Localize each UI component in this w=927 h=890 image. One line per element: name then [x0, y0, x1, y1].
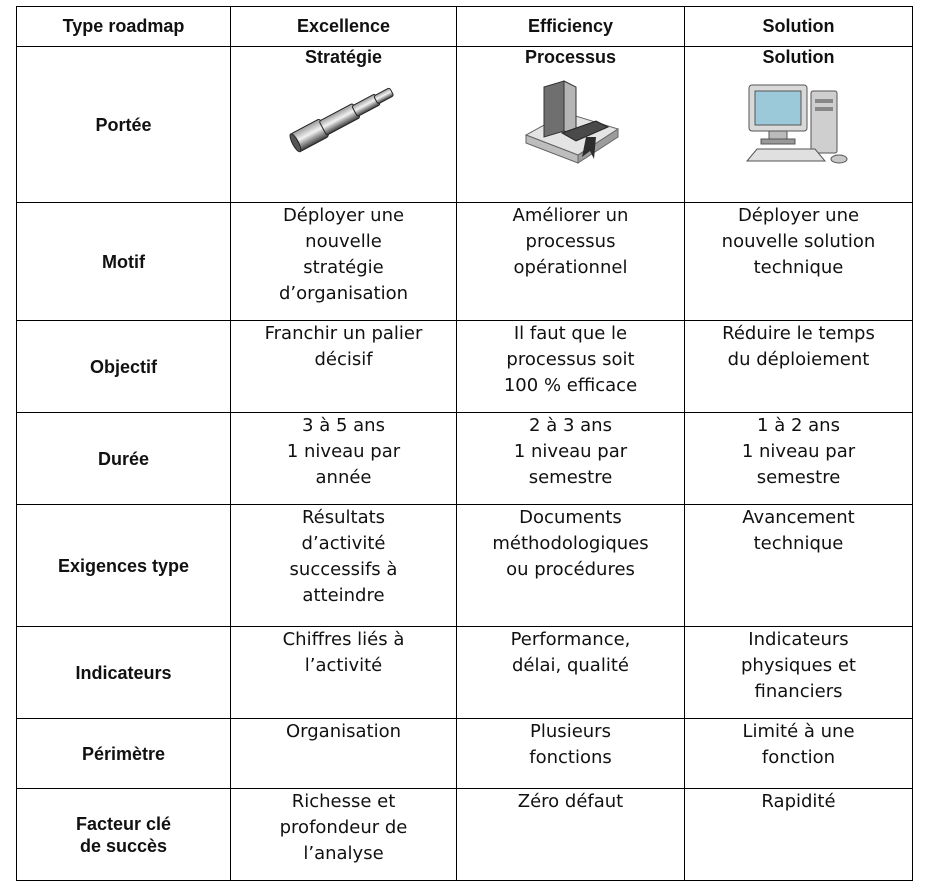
cell-text-line: délai, qualité — [512, 655, 629, 676]
cell-excellence — [231, 203, 457, 321]
portee-solution-title: Solution — [762, 47, 835, 67]
table-row — [17, 413, 913, 505]
row-label — [17, 505, 231, 627]
row-label-line: Exigences type — [57, 555, 190, 576]
portee-processus-title: Processus — [524, 47, 617, 67]
cell-solution — [685, 413, 913, 505]
cell-text-line: décisif — [314, 349, 373, 370]
portee-strategie-cell — [231, 47, 457, 203]
cell-efficiency — [457, 627, 685, 719]
telescope-icon — [284, 77, 404, 157]
cell-text-line: Résultats — [301, 507, 386, 528]
table-row — [17, 505, 913, 627]
table-row — [17, 719, 913, 789]
row-label-portee: Portée — [17, 47, 231, 203]
cell-text-line: Avancement — [742, 507, 855, 528]
row-label — [17, 321, 231, 413]
cell-text-line: processus — [525, 231, 616, 252]
table-row — [17, 321, 913, 413]
cell-text-line: nouvelle — [305, 231, 382, 252]
cell-text-line: du déploiement — [727, 349, 870, 370]
cell-text-line: opérationnel — [513, 257, 628, 278]
cell-text-line: l’analyse — [303, 843, 384, 864]
cell-text-line: technique — [753, 533, 844, 554]
row-label — [17, 627, 231, 719]
cell-text-line: Limité à une — [742, 721, 855, 742]
cell-text-line: Déployer une — [282, 205, 405, 226]
cell-text-line: 100 % efficace — [503, 375, 638, 396]
row-label — [17, 413, 231, 505]
cell-text-line: fonction — [761, 747, 836, 768]
cell-text-line: Zéro défaut — [517, 791, 624, 812]
header-row — [17, 7, 913, 47]
cell-efficiency — [457, 719, 685, 789]
cell-solution — [685, 627, 913, 719]
cell-text-line: Réduire le temps — [722, 323, 875, 344]
cell-solution — [685, 505, 913, 627]
cell-text-line: successifs à — [289, 559, 398, 580]
cell-text-line: 2 à 3 ans — [529, 415, 612, 436]
table-row — [17, 789, 913, 881]
row-label-line: de succès — [79, 835, 168, 856]
cell-text-line: Plusieurs — [530, 721, 611, 742]
table-row — [17, 627, 913, 719]
cell-text-line: 1 niveau par — [513, 441, 628, 462]
cell-text-line: année — [315, 467, 372, 488]
cell-solution — [685, 719, 913, 789]
row-label-line: Objectif — [89, 356, 157, 377]
cell-solution — [685, 789, 913, 881]
cell-excellence — [231, 413, 457, 505]
cell-text-line: nouvelle solution — [721, 231, 876, 252]
cell-excellence — [231, 789, 457, 881]
cell-text-line: processus soit — [506, 349, 635, 370]
cell-text-line: Déployer une — [737, 205, 860, 226]
cell-efficiency — [457, 321, 685, 413]
portee-row — [17, 47, 913, 203]
row-label — [17, 203, 231, 321]
portee-solution-cell — [685, 47, 913, 203]
cell-text-line: profondeur de — [279, 817, 408, 838]
cell-text-line: technique — [753, 257, 844, 278]
header-efficiency: Efficiency — [457, 7, 685, 47]
cell-excellence — [231, 321, 457, 413]
cell-text-line: 1 niveau par — [286, 441, 401, 462]
cell-text-line: fonctions — [529, 747, 612, 768]
cell-text-line: d’organisation — [279, 283, 408, 304]
cell-solution — [685, 321, 913, 413]
cell-text-line: 1 à 2 ans — [757, 415, 840, 436]
cell-text-line: d’activité — [301, 533, 386, 554]
cell-text-line: 1 niveau par — [741, 441, 856, 462]
cell-text-line: Richesse et — [291, 791, 396, 812]
row-label-line: Indicateurs — [75, 662, 172, 683]
cell-text-line: méthodologiques — [492, 533, 649, 554]
cell-solution — [685, 203, 913, 321]
cell-efficiency — [457, 413, 685, 505]
cell-text-line: atteindre — [302, 585, 385, 606]
cell-efficiency — [457, 505, 685, 627]
cell-text-line: Franchir un palier — [264, 323, 423, 344]
table-row — [17, 203, 913, 321]
cell-text-line: Indicateurs — [748, 629, 849, 650]
row-label-line: Durée — [97, 448, 150, 469]
cell-text-line: Améliorer un — [512, 205, 629, 226]
cell-excellence — [231, 505, 457, 627]
cell-text-line: Organisation — [285, 721, 401, 742]
cell-text-line: semestre — [756, 467, 841, 488]
cell-text-line: 3 à 5 ans — [302, 415, 385, 436]
computer-icon — [739, 77, 859, 167]
cell-text-line: financiers — [754, 681, 843, 702]
cell-text-line: Il faut que le — [513, 323, 628, 344]
header-excellence: Excellence — [231, 7, 457, 47]
cell-excellence — [231, 719, 457, 789]
cell-text-line: Performance, — [510, 629, 631, 650]
row-label — [17, 789, 231, 881]
cell-text-line: Rapidité — [761, 791, 836, 812]
roadmap-table — [16, 6, 913, 881]
book-icon — [516, 77, 626, 167]
row-label-line: Facteur clé — [75, 813, 172, 834]
portee-processus-cell — [457, 47, 685, 203]
cell-text-line: Documents — [519, 507, 622, 528]
cell-excellence — [231, 627, 457, 719]
header-solution: Solution — [685, 7, 913, 47]
cell-efficiency — [457, 203, 685, 321]
cell-efficiency — [457, 789, 685, 881]
header-type-roadmap: Type roadmap — [17, 7, 231, 47]
cell-text-line: l’activité — [304, 655, 383, 676]
portee-strategie-title: Stratégie — [304, 47, 383, 67]
cell-text-line: ou procédures — [506, 559, 635, 580]
cell-text-line: stratégie — [303, 257, 384, 278]
row-label — [17, 719, 231, 789]
cell-text-line: semestre — [528, 467, 613, 488]
cell-text-line: physiques et — [740, 655, 856, 676]
cell-text-line: Chiffres liés à — [282, 629, 405, 650]
row-label-line: Motif — [102, 251, 145, 272]
row-label-line: Périmètre — [81, 743, 166, 764]
